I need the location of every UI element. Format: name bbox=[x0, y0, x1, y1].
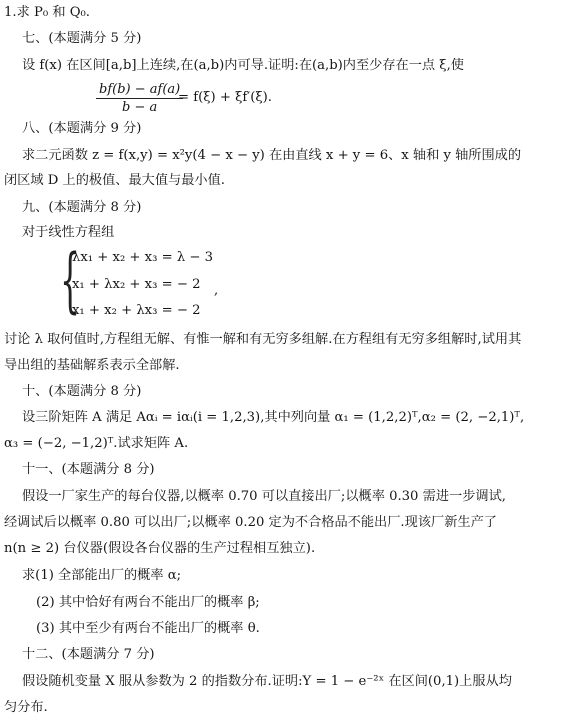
section-12-text-2: 匀分布. bbox=[4, 700, 48, 715]
section-7-heading: 七、(本题满分 5 分) bbox=[22, 31, 142, 46]
system-brace: { bbox=[60, 239, 81, 321]
section-12-text-1: 假设随机变量 X 服从参数为 2 的指数分布.证明:Y = 1 − e⁻²ˣ 在区间(0,1)上服从均 bbox=[22, 674, 512, 689]
section-8-heading: 八、(本题满分 9 分) bbox=[22, 121, 142, 136]
section-10-text-2: α₃ = (−2, −1,2)ᵀ.试求矩阵 A. bbox=[4, 436, 189, 451]
section-9-text-3: 导出组的基础解系表示全部解. bbox=[4, 358, 180, 373]
equation-row-1: λx₁ + x₂ + x₃ = λ − 3 bbox=[72, 250, 214, 265]
section-12-heading: 十二、(本题满分 7 分) bbox=[22, 647, 155, 662]
section-7-fraction bbox=[96, 82, 183, 115]
section-9-text: 对于线性方程组 bbox=[22, 225, 115, 240]
section-8-text-2: 闭区域 D 上的极值、最大值与最小值. bbox=[4, 173, 225, 188]
fraction-numerator: bf(b) − af(a) bbox=[96, 82, 183, 99]
section-9-heading: 九、(本题满分 8 分) bbox=[22, 200, 142, 215]
line-p0-q0: 1.求 P₀ 和 Q₀. bbox=[4, 5, 90, 20]
section-11-heading: 十一、(本题满分 8 分) bbox=[22, 462, 155, 477]
section-10-heading: 十、(本题满分 8 分) bbox=[22, 384, 142, 399]
section-8-text-1: 求二元函数 z = f(x,y) = x²y(4 − x − y) 在由直线 x + y = 6、x 轴和 y 轴所围成的 bbox=[22, 148, 522, 163]
section-11-text-2: 经调试后以概率 0.80 可以出厂;以概率 0.20 定为不合格品不能出厂.现该厂新生产了 bbox=[4, 515, 497, 530]
section-10-text-1: 设三阶矩阵 A 满足 Aαᵢ = iαᵢ(i = 1,2,3),其中列向量 α₁ = (1,2,2)ᵀ,α₂ = (2, −2,1)ᵀ, bbox=[22, 410, 525, 425]
section-7-equation-rhs: = f(ξ) + ξf′(ξ). bbox=[178, 90, 272, 105]
section-7-text: 设 f(x) 在区间[a,b]上连续,在(a,b)内可导.证明:在(a,b)内至少存在一点 ξ,使 bbox=[22, 58, 464, 73]
section-11-question-3: (3) 其中至少有两台不能出厂的概率 θ. bbox=[36, 621, 260, 636]
section-11-question-1: 求(1) 全部能出厂的概率 α; bbox=[22, 568, 182, 583]
section-9-text-2: 讨论 λ 取何值时,方程组无解、有惟一解和有无穷多组解.在方程组有无穷多组解时,试用其 bbox=[4, 332, 522, 347]
system-comma: , bbox=[214, 283, 219, 298]
section-11-question-2: (2) 其中恰好有两台不能出厂的概率 β; bbox=[36, 595, 260, 610]
section-11-text-3: n(n ≥ 2) 台仪器(假设各台仪器的生产过程相互独立). bbox=[4, 541, 316, 556]
fraction-denominator: b − a bbox=[121, 100, 158, 115]
section-11-text-1: 假设一厂家生产的每台仪器,以概率 0.70 可以直接出厂;以概率 0.30 需进一步调试, bbox=[22, 489, 506, 504]
equation-row-3: x₁ + x₂ + λx₃ = − 2 bbox=[72, 303, 201, 318]
equation-row-2: x₁ + λx₂ + x₃ = − 2 bbox=[72, 277, 201, 292]
